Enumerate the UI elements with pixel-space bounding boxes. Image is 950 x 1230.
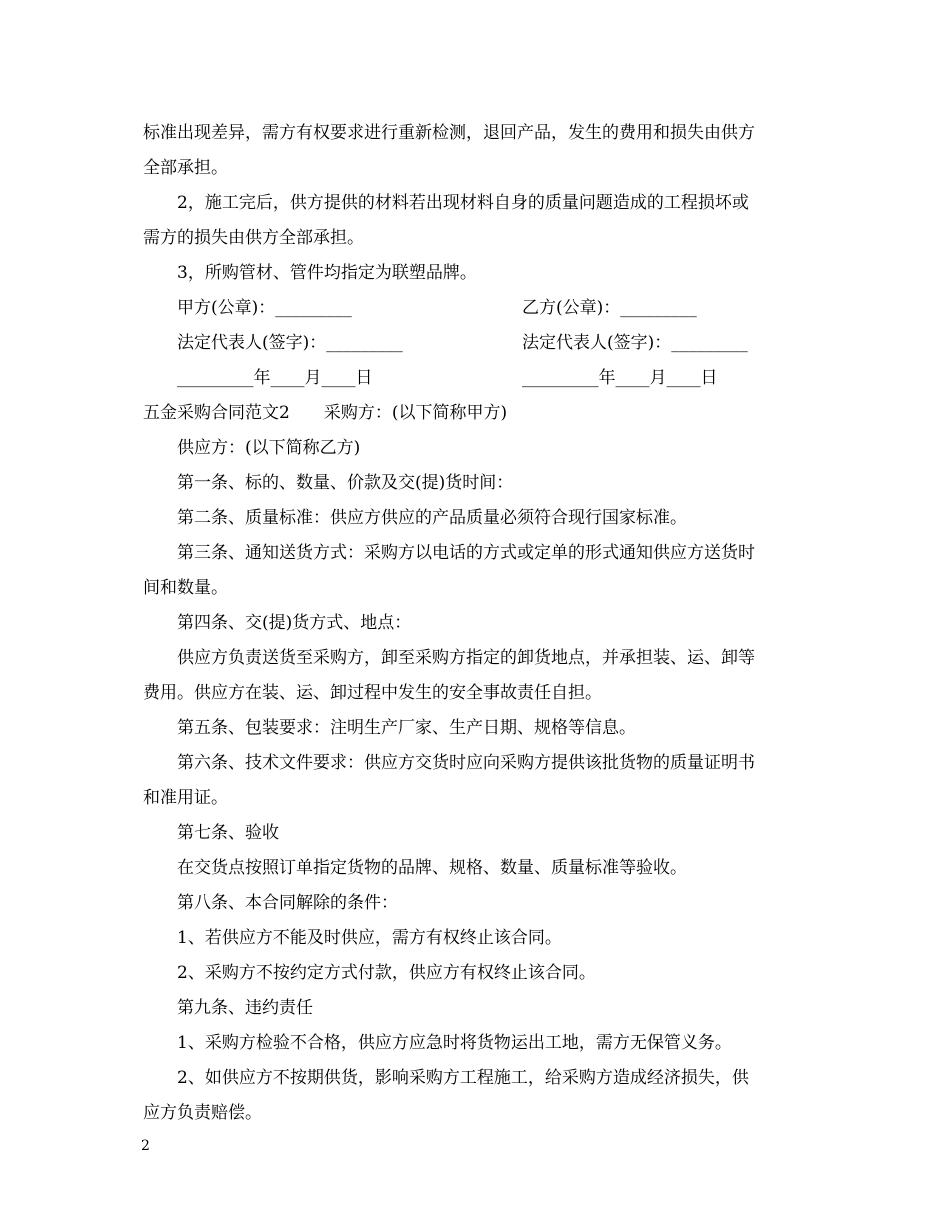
paragraph-line: 和准用证。	[143, 788, 228, 808]
paragraph-line: 第一条、标的、数量、价款及交(提)货时间：	[177, 473, 514, 493]
paragraph-line: 第七条、验收	[177, 823, 279, 843]
paragraph-line: 全部承担。	[143, 158, 228, 178]
paragraph-line: 标准出现差异，需方有权要求进行重新检测，退回产品，发生的费用和损失由供方	[143, 123, 755, 143]
paragraph-line: 第六条、技术文件要求：供应方交货时应向采购方提供该批货物的质量证明书	[177, 753, 755, 773]
paragraph-line: 第二条、质量标准：供应方供应的产品质量必须符合现行国家标准。	[177, 508, 687, 528]
paragraph-line: 第九条、违约责任	[177, 998, 313, 1018]
paragraph-line: 供应方负责送货至采购方，卸至采购方指定的卸货地点，并承担装、运、卸等	[177, 648, 755, 668]
paragraph-line: 第四条、交(提)货方式、地点：	[177, 613, 412, 633]
page-number: 2	[141, 1138, 150, 1154]
party-a-date: _________年____月____日	[177, 368, 373, 388]
paragraph-line: 第八条、本合同解除的条件：	[177, 893, 398, 913]
paragraph-line: 第三条、通知送货方式：采购方以电话的方式或定单的形式通知供应方送货时	[177, 543, 755, 563]
paragraph-line: 3，所购管材、管件均指定为联塑品牌。	[177, 263, 477, 283]
paragraph-line: 2、如供应方不按期供货，影响采购方工程施工，给采购方造成经济损失，供	[177, 1068, 749, 1088]
paragraph-line: 供应方：(以下简称乙方)	[177, 438, 361, 458]
paragraph-line: 在交货点按照订单指定货物的品牌、规格、数量、质量标准等验收。	[177, 858, 687, 878]
paragraph-line: 应方负责赔偿。	[143, 1103, 262, 1123]
paragraph-line: 费用。供应方在装、运、卸过程中发生的安全事故责任自担。	[143, 683, 602, 703]
paragraph-line: 1、若供应方不能及时供应，需方有权终止该合同。	[177, 928, 562, 948]
party-b-representative: 法定代表人(签字)：_________	[522, 333, 748, 353]
party-b-date: _________年____月____日	[522, 368, 718, 388]
section-heading: 五金采购合同范文2 采购方：(以下简称甲方)	[143, 403, 508, 423]
paragraph-line: 第五条、包装要求：注明生产厂家、生产日期、规格等信息。	[177, 718, 636, 738]
party-b-seal: 乙方(公章)：_________	[522, 298, 697, 318]
paragraph-line: 需方的损失由供方全部承担。	[143, 228, 364, 248]
paragraph-line: 2、采购方不按约定方式付款，供应方有权终止该合同。	[177, 963, 596, 983]
party-a-seal: 甲方(公章)：_________	[177, 298, 352, 318]
paragraph-line: 1、采购方检验不合格，供应方应急时将货物运出工地，需方无保管义务。	[177, 1033, 732, 1053]
paragraph-line: 间和数量。	[143, 578, 228, 598]
party-a-representative: 法定代表人(签字)：_________	[177, 333, 403, 353]
paragraph-line: 2，施工完后，供方提供的材料若出现材料自身的质量问题造成的工程损坏或	[177, 193, 749, 213]
